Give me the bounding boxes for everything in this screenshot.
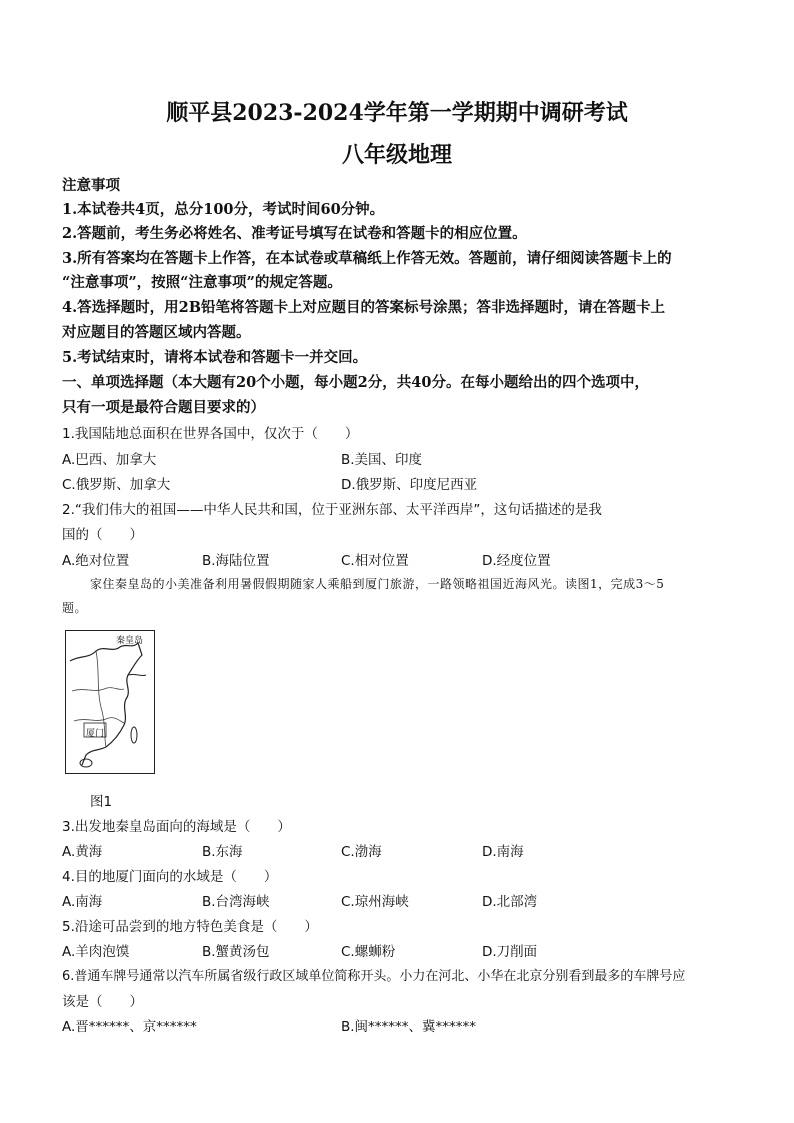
exam-title: 顺平县2023-2024学年第一学期期中调研考试 xyxy=(166,100,628,126)
question-6-stem: 6.普通车牌号通常以汽车所属省级行政区域单位简称开头。小力在河北、小华在北京分别看到最多的车牌号应 xyxy=(62,969,686,984)
question-5-stem: 5.沿途可品尝到的地方特色美食是（ ） xyxy=(62,919,318,935)
question-1-stem: 1.我国陆地总面积在世界各国中，仅次于（ ） xyxy=(62,426,359,442)
note-item: 4.答选择题时，用2B铅笔将答题卡上对应题目的答案标号涂黑；答非选择题时，请在答题卡上 xyxy=(62,299,665,316)
intro-3-5: 家住秦皇岛的小美准备利用暑假假期随家人乘船到厦门旅游，一路领略祖国近海风光。读图1，完成3～5 xyxy=(90,577,665,591)
map-label-xiamen: 厦门 xyxy=(86,729,105,739)
question-4-stem: 4.目的地厦门面向的水域是（ ） xyxy=(62,869,278,885)
note-item: 2.答题前，考生务必将姓名、准考证号填写在试卷和答题卡的相应位置。 xyxy=(62,225,527,242)
note-item: 1.本试卷共4页，总分100分，考试时间60分钟。 xyxy=(62,201,385,218)
section-heading: 一、单项选择题（本大题有20个小题，每小题2分，共40分。在每小题给出的四个选项中， xyxy=(62,374,649,391)
q3-option-c: C.渤海 xyxy=(341,844,382,860)
q5-option-d: D.刀削面 xyxy=(482,944,538,960)
section-heading-cont: 只有一项是最符合题目要求的） xyxy=(62,399,265,416)
q4-option-a: A.南海 xyxy=(62,894,103,910)
q4-option-d: D.北部湾 xyxy=(482,894,538,910)
notes-heading: 注意事项 xyxy=(62,177,120,194)
q5-option-b: B.蟹黄汤包 xyxy=(202,944,270,960)
intro-3-5-cont: 题。 xyxy=(62,601,88,615)
note-item: 3.所有答案均在答题卡上作答，在本试卷或草稿纸上作答无效。答题前，请仔细阅读答题卡上的 xyxy=(62,250,672,267)
q6-option-a: A.晋******、京****** xyxy=(62,1019,197,1035)
q1-option-c: C.俄罗斯、加拿大 xyxy=(62,477,171,493)
exam-subtitle: 八年级地理 xyxy=(341,142,452,168)
map-label-qinhuangdao: 秦皇岛 xyxy=(116,636,144,646)
q2-option-a: A.绝对位置 xyxy=(62,553,130,569)
question-6-stem-cont: 该是（ ） xyxy=(62,994,143,1010)
q4-option-b: B.台湾海峡 xyxy=(202,894,270,910)
note-item: 5.考试结束时，请将本试卷和答题卡一并交回。 xyxy=(62,349,368,366)
q1-option-a: A.巴西、加拿大 xyxy=(62,452,157,468)
figure-1-map xyxy=(65,630,155,774)
q5-option-c: C.螺蛳粉 xyxy=(341,944,396,960)
q2-option-d: D.经度位置 xyxy=(482,553,551,569)
q3-option-b: B.东海 xyxy=(202,844,243,860)
figure-1-caption: 图1 xyxy=(90,794,113,810)
q1-option-d: D.俄罗斯、印度尼西亚 xyxy=(341,477,478,493)
q3-option-a: A.黄海 xyxy=(62,844,103,860)
q5-option-a: A.羊肉泡馍 xyxy=(62,944,130,960)
q6-option-b: B.闽******、冀****** xyxy=(341,1019,477,1035)
question-3-stem: 3.出发地秦皇岛面向的海域是（ ） xyxy=(62,819,291,835)
q4-option-c: C.琼州海峡 xyxy=(341,894,409,910)
china-coast-map-drawing xyxy=(66,631,154,773)
q3-option-d: D.南海 xyxy=(482,844,524,860)
question-2-stem: 2.“我们伟大的祖国——中华人民共和国，位于亚洲东部、太平洋西岸”，这句话描述的是我 xyxy=(62,502,602,518)
note-item: “注意事项”，按照“注意事项”的规定答题。 xyxy=(62,274,342,291)
question-2-stem-cont: 国的（ ） xyxy=(62,527,143,543)
q1-option-b: B.美国、印度 xyxy=(341,452,423,468)
q2-option-c: C.相对位置 xyxy=(341,553,409,569)
q2-option-b: B.海陆位置 xyxy=(202,553,270,569)
note-item: 对应题目的答题区域内答题。 xyxy=(62,324,251,341)
